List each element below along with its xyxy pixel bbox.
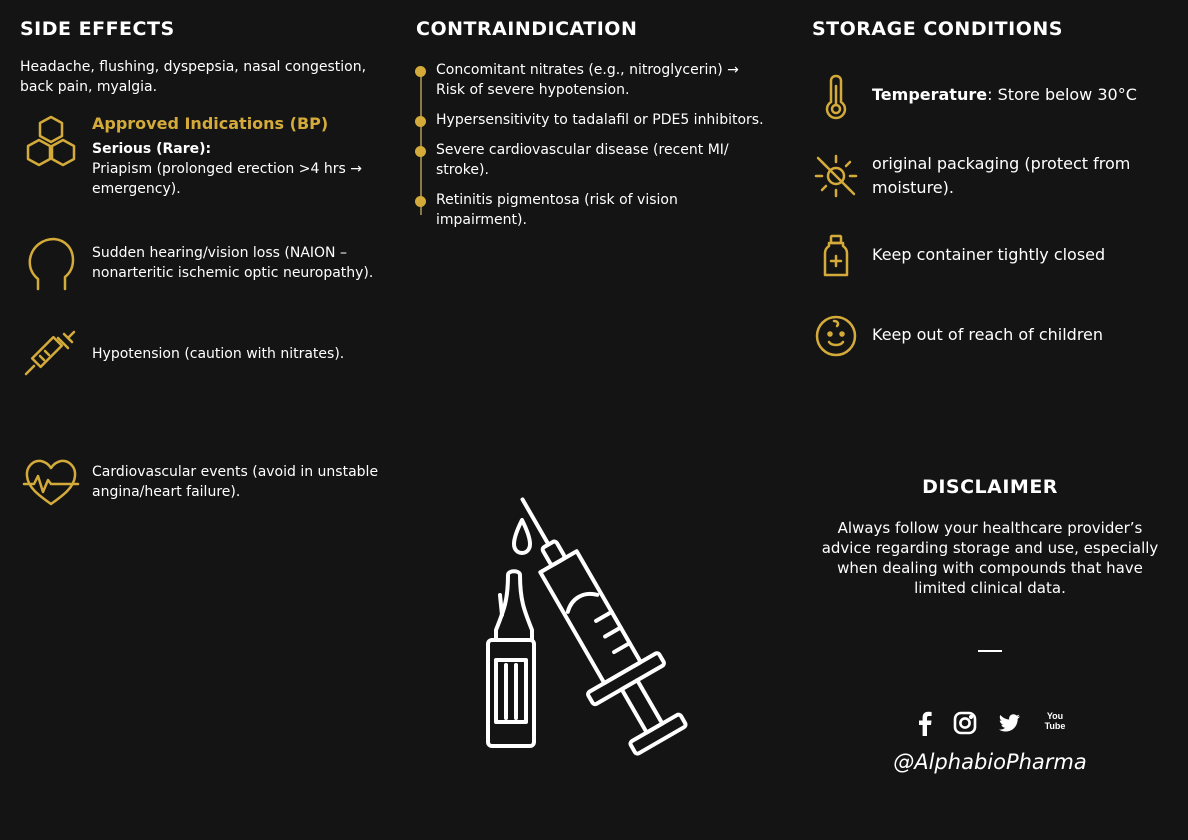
bottle-icon: [812, 232, 860, 280]
bullet-dot: [415, 196, 426, 207]
bullet-dot: [415, 66, 426, 77]
disclaimer-title: DISCLAIMER: [922, 476, 1058, 498]
bullet-dot: [415, 146, 426, 157]
child-face-icon: [812, 312, 860, 360]
storage-title: STORAGE CONDITIONS: [812, 18, 1063, 40]
contraindication-text: Concomitant nitrates (e.g., nitroglycerin) → Risk of severe hypotension.: [436, 62, 739, 98]
contraindication-item: [412, 60, 772, 100]
storage-text: original packaging (protect from moisture).: [872, 154, 1131, 197]
syringe-icon: [20, 324, 82, 386]
contraindication-title: CONTRAINDICATION: [416, 18, 638, 40]
disclaimer-text: Always follow your healthcare provider’s advice regarding storage and use, especially when dealing with compounds that have limited clinical data.: [821, 519, 1159, 597]
contraindication-item: [412, 140, 772, 180]
heart-pulse-icon: [20, 452, 82, 514]
side-effect-text: Priapism (prolonged erection >4 hrs → emergency).: [92, 161, 362, 197]
temperature-label: Temperature: [872, 85, 988, 104]
storage-text: Keep out of reach of children: [872, 325, 1104, 344]
indications-heading: Approved Indications (BP): [92, 114, 329, 133]
contraindication-item: [412, 190, 772, 230]
divider: [978, 650, 1002, 652]
side-effects-intro: Headache, flushing, dyspepsia, nasal congestion, back pain, myalgia.: [20, 59, 367, 95]
instagram-icon[interactable]: [950, 708, 980, 738]
social-links: [906, 708, 1076, 742]
hexagons-icon: [20, 113, 82, 175]
contraindication-list: [412, 60, 772, 230]
side-effect-text: Cardiovascular events (avoid in unstable angina/heart failure).: [92, 464, 379, 500]
social-handle[interactable]: @AlphabioPharma: [893, 750, 1087, 774]
storage-text: Keep container tightly closed: [872, 245, 1106, 264]
ampoule-syringe-illustration: [470, 490, 720, 760]
contraindication-item: [412, 110, 772, 130]
head-profile-icon: [20, 233, 82, 295]
side-effects-title: SIDE EFFECTS: [20, 18, 175, 40]
contraindication-text: Retinitis pigmentosa (risk of vision impairment).: [436, 192, 678, 228]
youtube-wordmark: You Tube: [1044, 711, 1066, 731]
facebook-icon[interactable]: [910, 708, 940, 738]
storage-text: : Store below 30°C: [987, 85, 1137, 104]
side-effect-text: Hypotension (caution with nitrates).: [92, 346, 345, 362]
serious-subheading: Serious (Rare):: [92, 141, 212, 157]
twitter-icon[interactable]: [994, 708, 1024, 738]
contraindication-text: Severe cardiovascular disease (recent MI/ stroke).: [436, 142, 729, 178]
side-effect-text: Sudden hearing/vision loss (NAION – nonarteritic ischemic optic neuropathy).: [92, 245, 374, 281]
bullet-dot: [415, 116, 426, 127]
thermometer-icon: [812, 72, 860, 120]
no-sun-icon: [812, 152, 860, 200]
youtube-icon[interactable]: [1038, 708, 1072, 738]
contraindication-text: Hypersensitivity to tadalafil or PDE5 inhibitors.: [436, 112, 764, 128]
